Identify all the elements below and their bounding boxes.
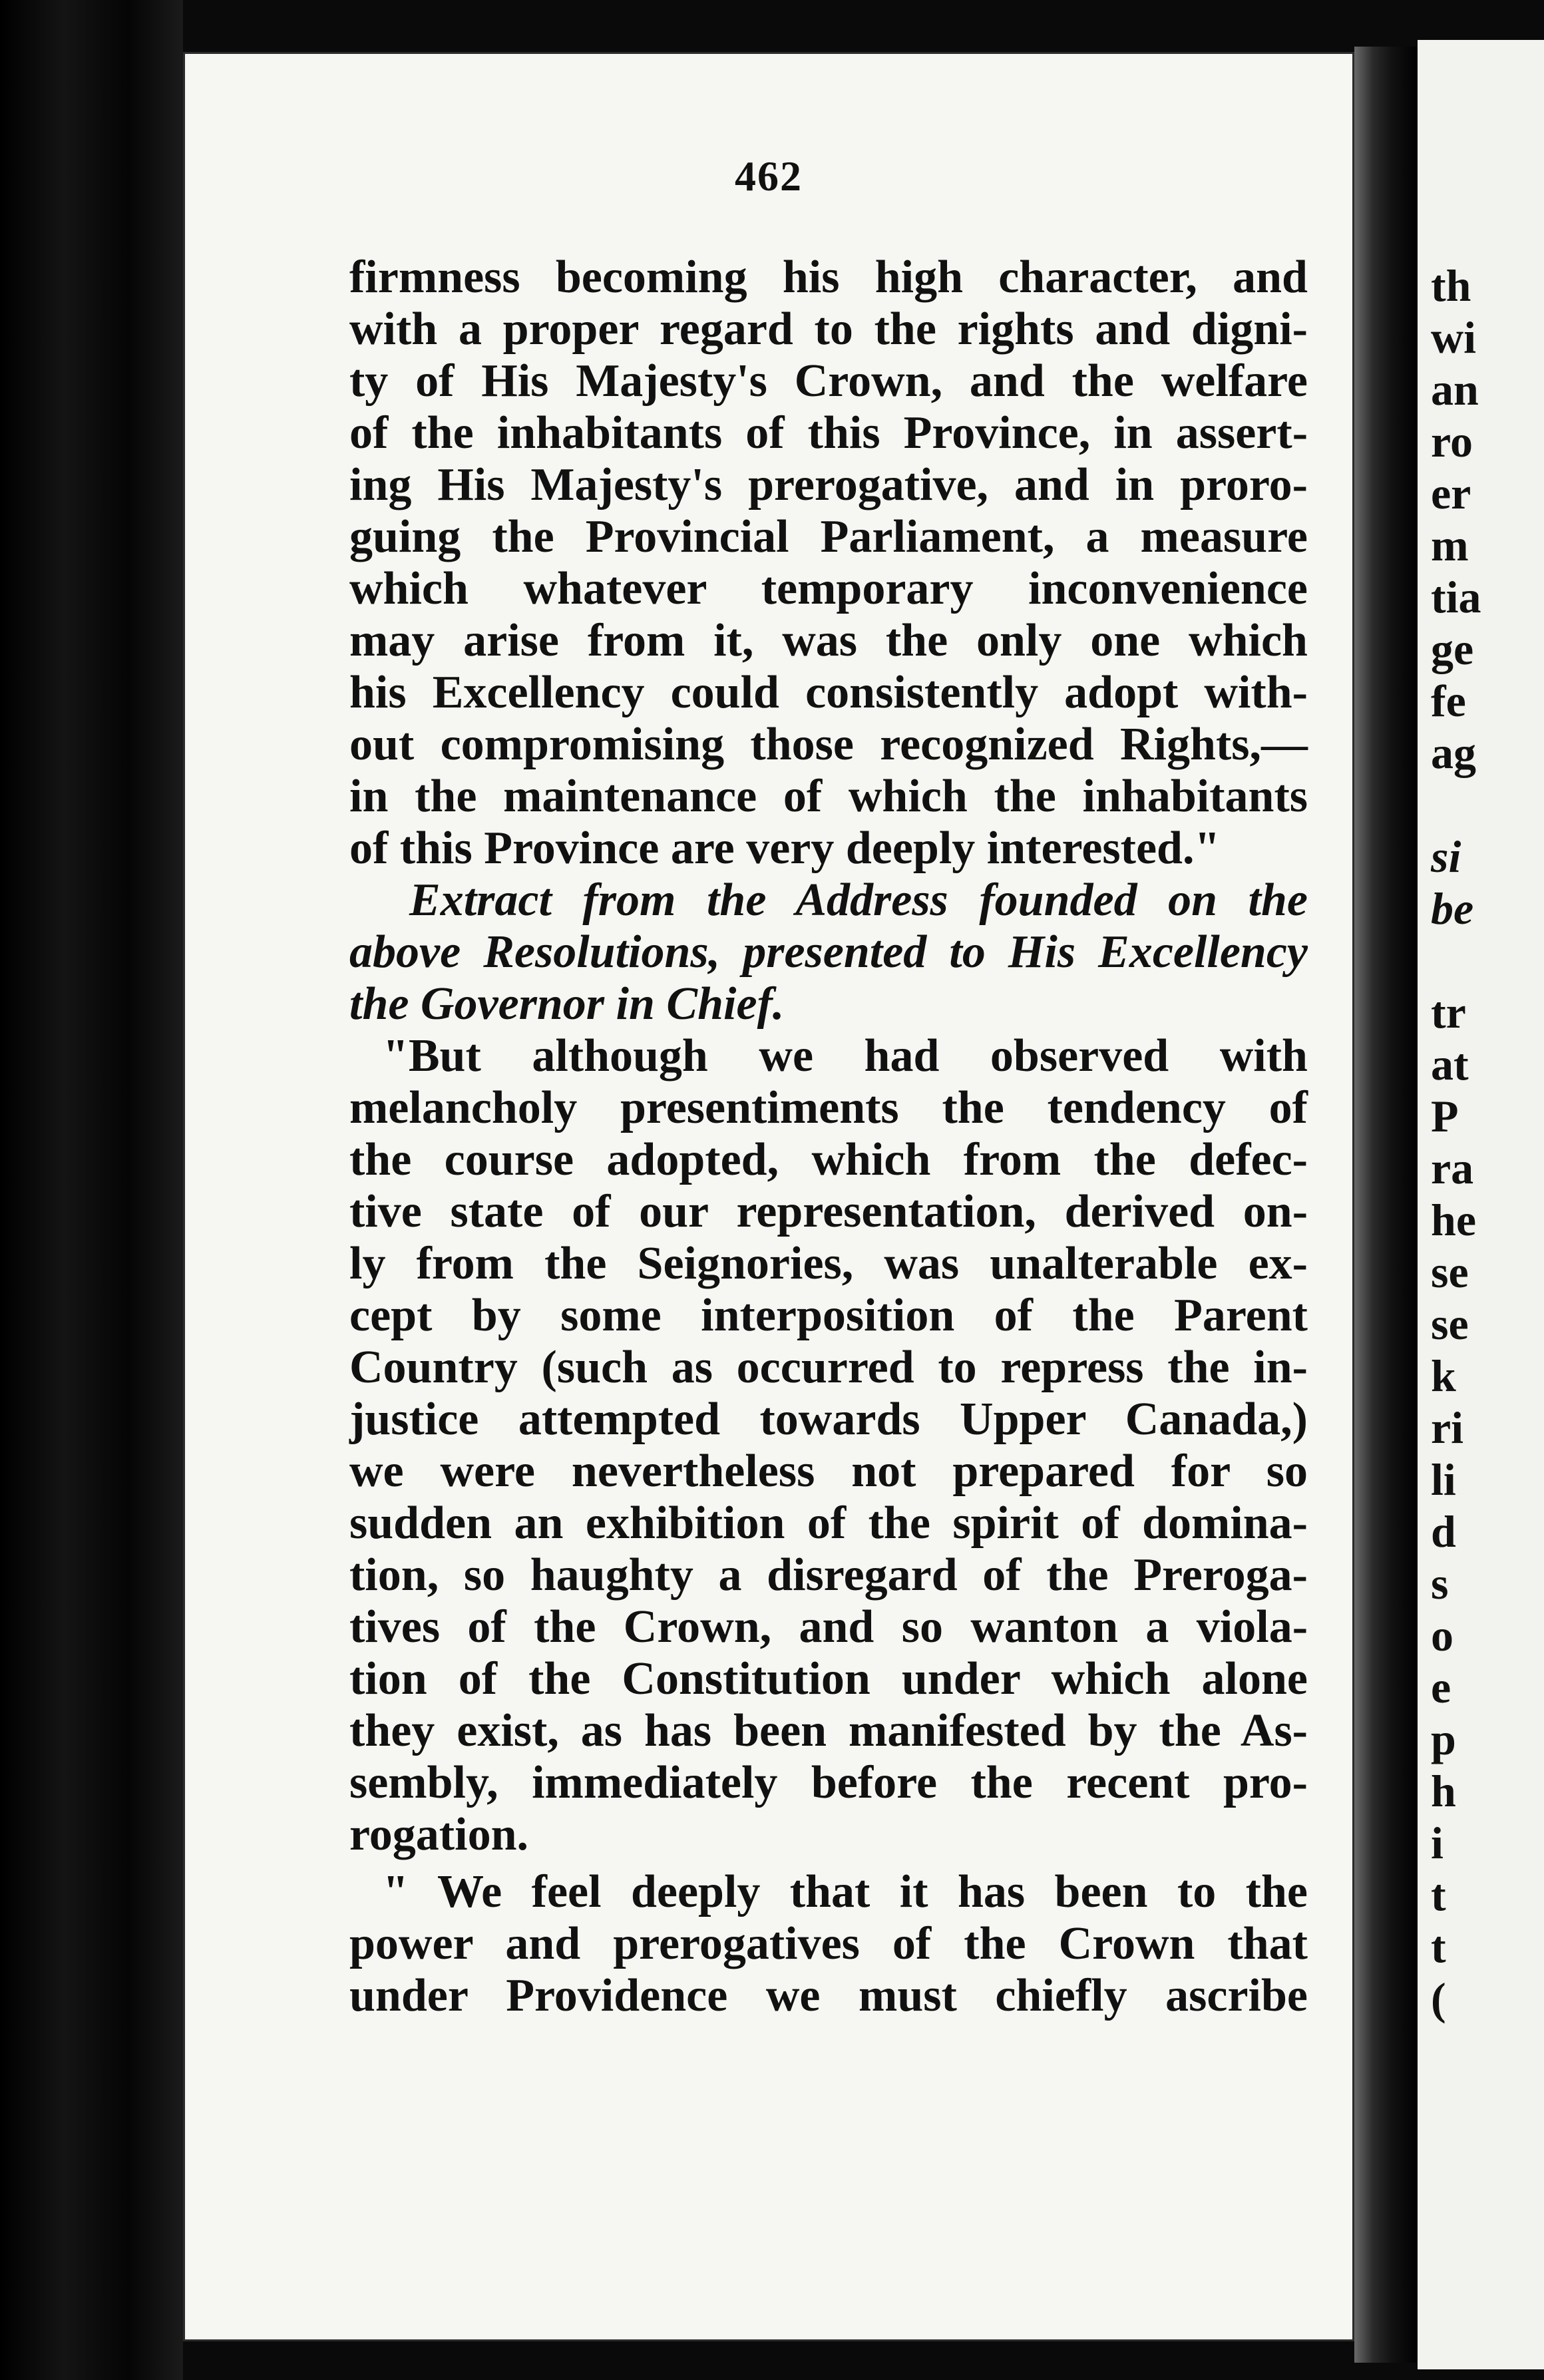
facing-fragment [1431,779,1544,831]
text-line: ty of His Majesty's Crown, and the welfare [349,355,1308,407]
text-line: melancholy presentiments the tendency of [349,1082,1308,1133]
text-line: may arise from it, was the only one which [349,615,1308,666]
text-line: they exist, as has been manifested by the As- [349,1705,1308,1756]
facing-fragment: h [1431,1766,1456,1816]
text-line: sembly, immediately before the recent pro- [349,1757,1308,1808]
text-line: power and prerogatives of the Crown that [349,1918,1308,1969]
text-line: tion of the Constitution under which alone [349,1653,1308,1704]
facing-fragment: ra [1431,1143,1474,1193]
facing-fragment: tr [1431,987,1466,1038]
facing-fragment: li [1431,1454,1456,1505]
text-line: of the inhabitants of this Province, in assert- [349,407,1308,459]
text-line: Country (such as occurred to repress the in- [349,1342,1308,1393]
text-line: cept by some interposition of the Parent [349,1290,1308,1341]
text-line: tives of the Crown, and so wanton a viola- [349,1601,1308,1653]
paragraph-4 [349,1866,1308,2022]
facing-fragment: ge [1431,624,1474,674]
text-line: " We feel deeply that it has been to the [383,1866,1308,1917]
text-line: ing His Majesty's prerogative, and in proro- [349,459,1308,510]
facing-fragment [1431,934,1544,986]
text-line: sudden an exhibition of the spirit of domina- [349,1497,1308,1549]
text-line: Extract from the Address founded on the [409,875,1308,926]
text-line: we were nevertheless not prepared for so [349,1446,1308,1497]
facing-fragment: be [1431,883,1474,934]
facing-fragment: ri [1431,1402,1464,1453]
text-line: the course adopted, which from the defec- [349,1134,1308,1185]
book-page [183,52,1354,2341]
text-line: his Excellency could consistently adopt with- [349,667,1308,718]
facing-fragment: fe [1431,676,1466,726]
facing-fragment: er [1431,468,1471,518]
book-binding-left [0,0,183,2380]
facing-fragment: m [1431,520,1469,570]
facing-fragment: e [1431,1662,1451,1712]
facing-fragment: si [1431,831,1461,882]
facing-page [1418,40,1544,2369]
facing-fragment: s [1431,1558,1449,1609]
facing-fragment: an [1431,364,1479,415]
facing-fragment: he [1431,1195,1476,1245]
extract-heading [349,875,1308,1030]
text-line: rogation. [349,1809,528,1860]
paragraph-3 [349,1030,1308,1861]
facing-fragment: d [1431,1506,1456,1557]
text-line: ly from the Seignories, was unalterable ex- [349,1238,1308,1289]
text-line: with a proper regard to the rights and digni- [349,303,1308,355]
text-line: of this Province are very deeply interested." [349,823,1221,874]
facing-fragment: tia [1431,572,1481,622]
facing-fragment: at [1431,1039,1469,1090]
text-line: the Governor in Chief. [349,978,785,1030]
facing-fragment: se [1431,1298,1469,1349]
text-line: justice attempted towards Upper Canada,) [349,1394,1308,1445]
text-line: "But although we had observed with [383,1030,1308,1082]
page-text [349,252,1308,2022]
facing-fragment: o [1431,1610,1453,1661]
text-line: guing the Provincial Parliament, a measure [349,511,1308,562]
page-number: 462 [735,152,803,200]
facing-fragment: P [1431,1091,1459,1141]
facing-fragment: wi [1431,312,1476,363]
facing-fragment: se [1431,1247,1469,1297]
facing-fragment: t [1431,1870,1446,1920]
facing-page-text [1431,260,1544,2025]
facing-fragment: ro [1431,416,1473,467]
text-line: firmness becoming his high character, and [349,252,1308,303]
facing-fragment: k [1431,1350,1456,1401]
text-line: under Providence we must chiefly ascribe [349,1970,1308,2021]
text-line: out compromising those recognized Rights,— [349,719,1308,770]
paragraph-1 [349,252,1308,875]
text-line: which whatever temporary inconvenience [349,563,1308,614]
text-line: above Resolutions, presented to His Excellency [349,926,1308,978]
facing-fragment: i [1431,1818,1444,1868]
text-line: tive state of our representation, derived on- [349,1186,1308,1237]
book-gutter [1354,47,1418,2363]
facing-fragment: t [1431,1921,1446,1972]
text-line: tion, so haughty a disregard of the Preroga- [349,1549,1308,1601]
facing-fragment: ( [1431,1973,1446,2024]
facing-fragment: th [1431,260,1471,311]
facing-fragment: p [1431,1714,1456,1764]
text-line: in the maintenance of which the inhabitants [349,771,1308,822]
facing-fragment: ag [1431,727,1476,778]
